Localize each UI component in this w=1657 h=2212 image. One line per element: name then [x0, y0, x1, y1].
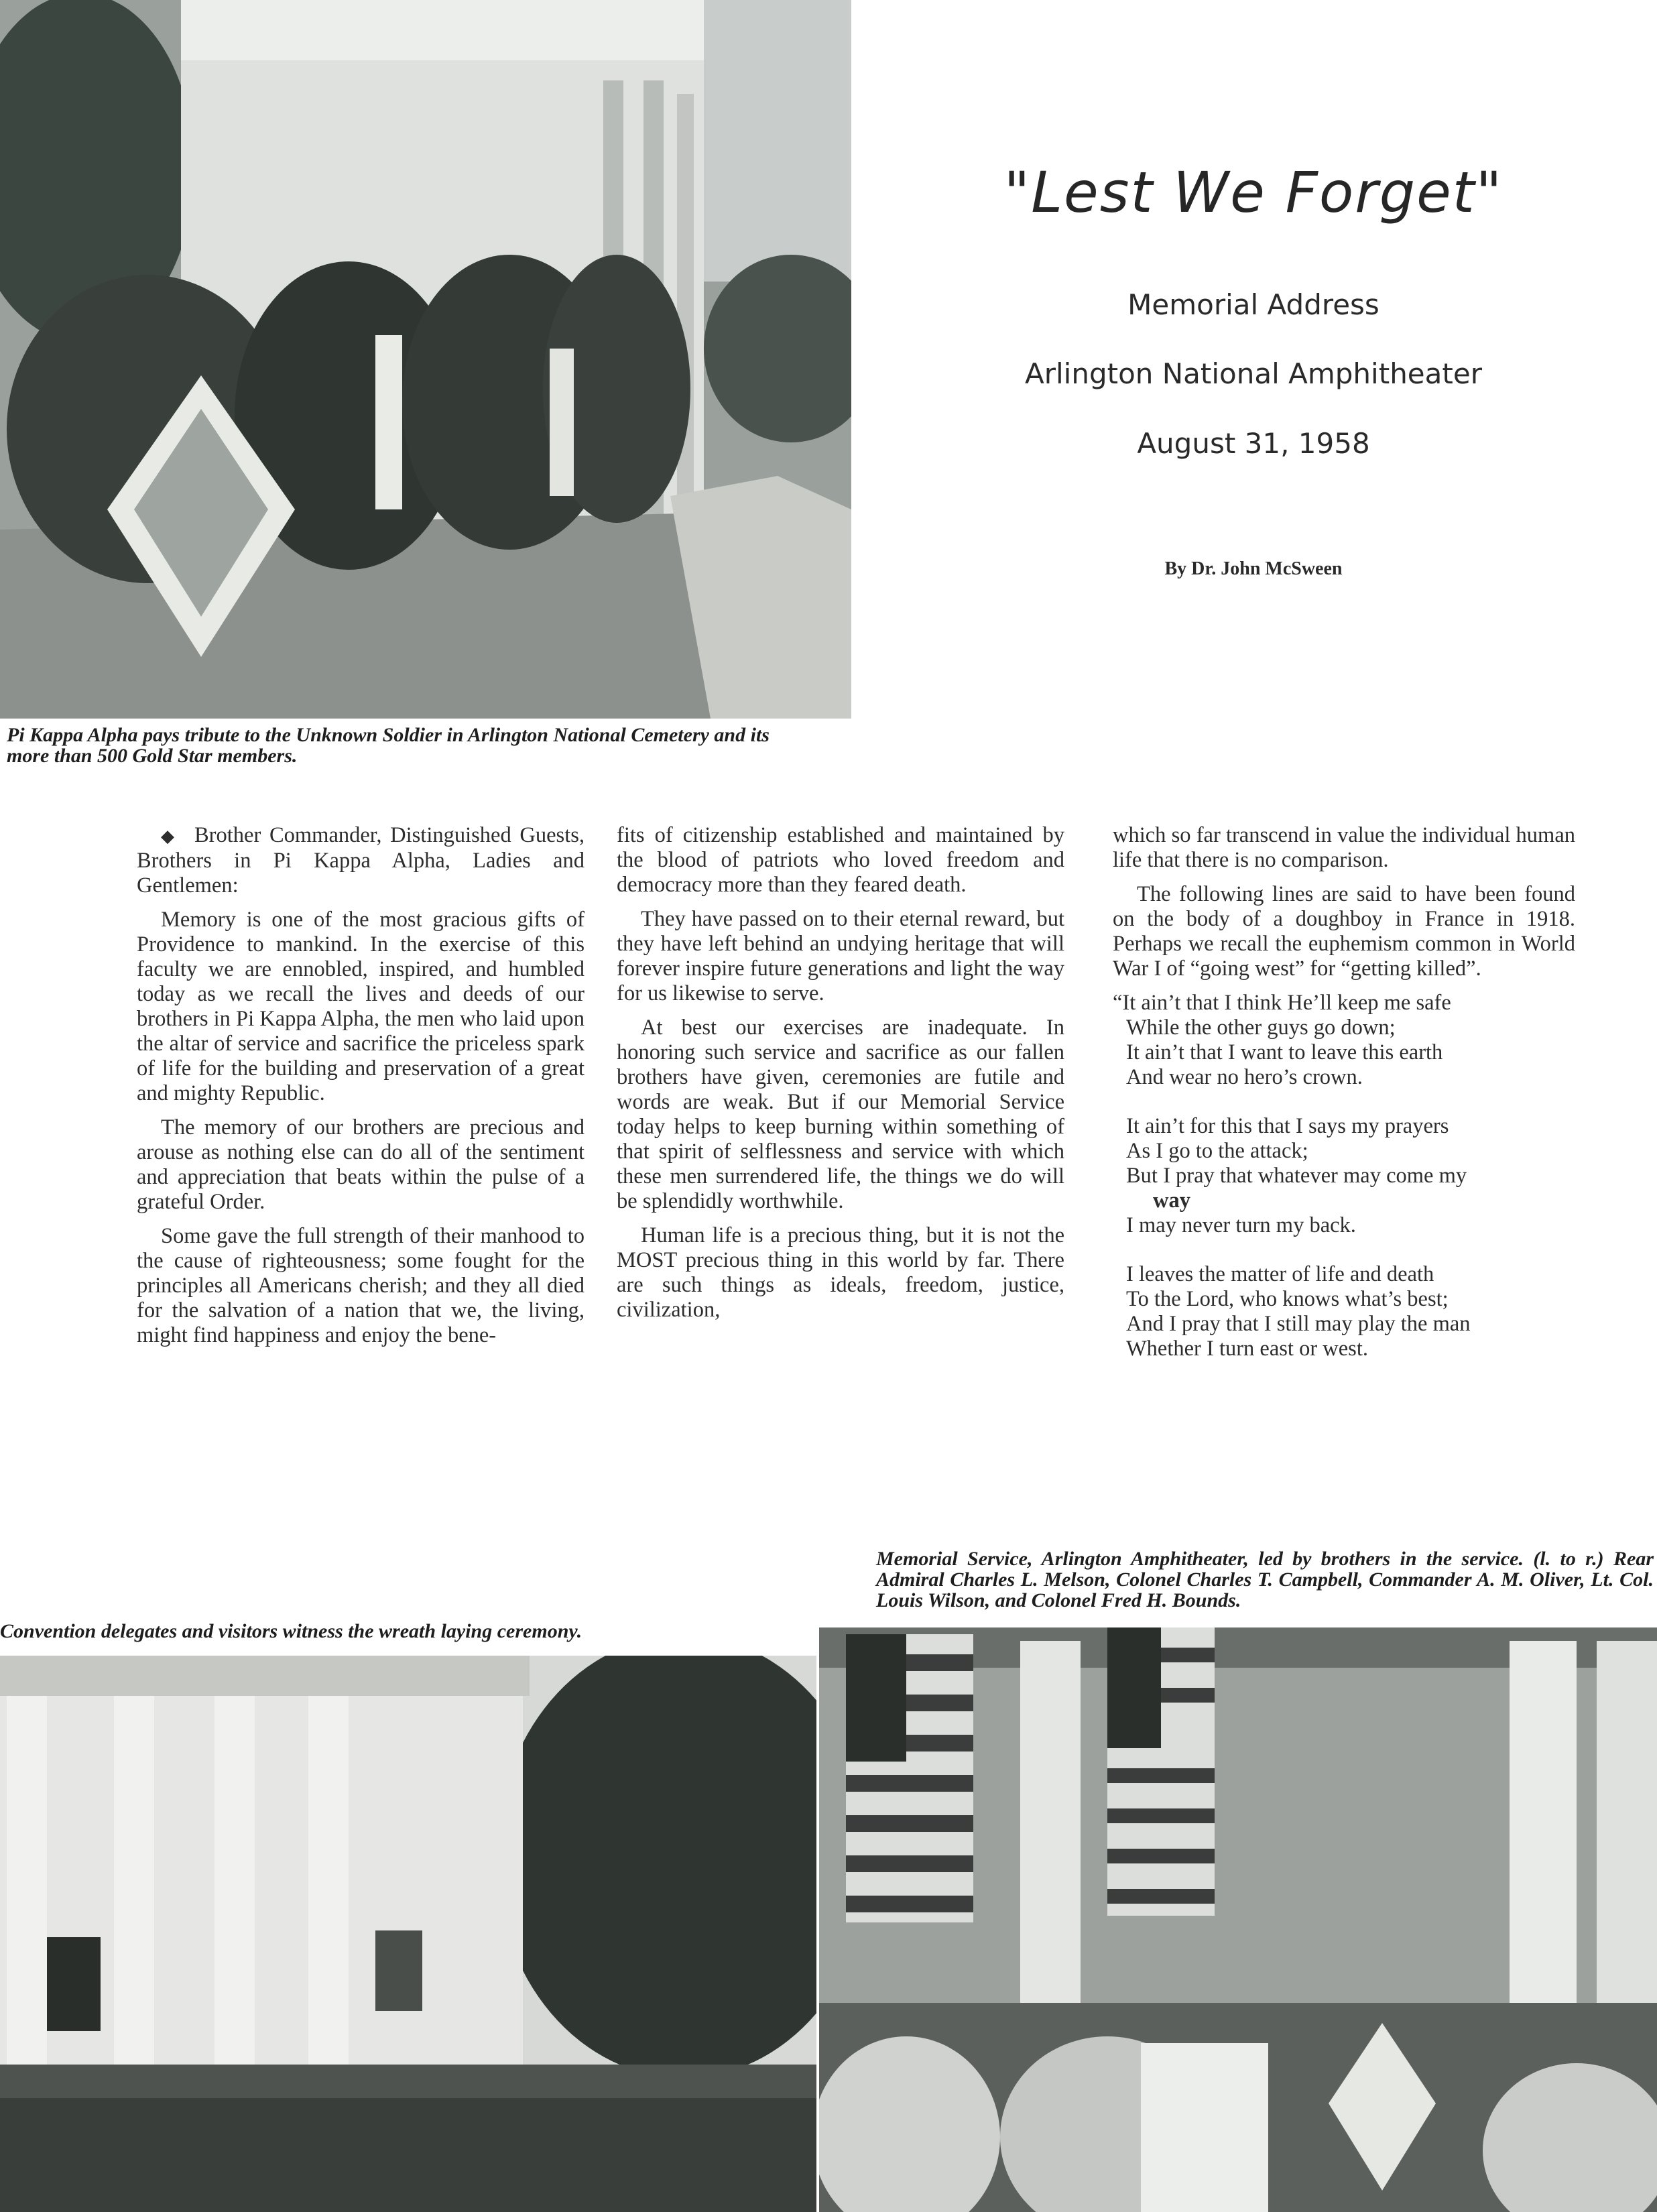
article-column-2: [617, 823, 1064, 1332]
body-paragraph: which so far transcend in value the individual human life that there is no comparison.: [1113, 823, 1575, 872]
diamond-bullet-icon: ◆: [161, 826, 178, 846]
poem-line: It ain’t for this that I says my prayers: [1126, 1114, 1449, 1138]
poem-line: “It ain’t that I think He’ll keep me safe: [1113, 991, 1451, 1015]
poem-stanza-3: [1113, 1262, 1575, 1361]
article-column-3: [1113, 823, 1575, 1386]
byline: By Dr. John McSween: [1164, 558, 1343, 579]
poem-line: And wear no hero’s crown.: [1126, 1065, 1363, 1089]
poem-line: And I pray that I still may play the man: [1126, 1312, 1471, 1336]
body-paragraph: fits of citizenship established and maintained by the blood of patriots who loved freedom and democracy more than they feared death.: [617, 823, 1064, 897]
subtitle-venue: Arlington National Amphitheater: [1025, 357, 1482, 390]
poem-stanza-1: [1113, 991, 1575, 1090]
body-paragraph: The following lines are said to have been found on the body of a doughboy in France in 1918. Perhaps we recall the euphemism common in World War I of “going west” for “getting killed”.: [1113, 882, 1575, 981]
body-paragraph: The memory of our brothers are precious and arouse as nothing else can do all of the sentiment and appreciation that beats within the pulse of a grateful Order.: [137, 1115, 585, 1214]
tomb-wreath-photo: [0, 0, 851, 719]
poem-line: To the Lord, who knows what’s best;: [1126, 1287, 1449, 1311]
article-title: "Lest We Forget": [1003, 160, 1503, 225]
article-column-1: [137, 823, 585, 1357]
poem-line: I may never turn my back.: [1126, 1213, 1356, 1237]
memorial-service-photo: [819, 1627, 1657, 2212]
subtitle-date: August 31, 1958: [1137, 427, 1370, 460]
poem-line: While the other guys go down;: [1126, 1016, 1396, 1040]
top-photo-caption: Pi Kappa Alpha pays tribute to the Unknown Soldier in Arlington National Cemetery and its more than 500 Gold Star members.: [7, 724, 770, 767]
poem-line: But I pray that whatever may come my: [1126, 1164, 1467, 1188]
bottom-left-photo-caption: Convention delegates and visitors witness the wreath laying ceremony.: [0, 1620, 582, 1642]
salutation-paragraph: ◆ Brother Commander, Distinguished Guests, Brothers in Pi Kappa Alpha, Ladies and Gentlemen:: [137, 823, 585, 898]
poem-line: As I go to the attack;: [1126, 1139, 1308, 1163]
poem-line: Whether I turn east or west.: [1126, 1337, 1368, 1361]
body-paragraph: They have passed on to their eternal reward, but they have left behind an undying heritage that will forever inspire future generations and light the way for us likewise to serve.: [617, 907, 1064, 1005]
poem-stanza-2: [1113, 1114, 1575, 1238]
poem-line: It ain’t that I want to leave this earth: [1126, 1040, 1443, 1064]
body-paragraph: Human life is a precious thing, but it is not the MOST precious thing in this world by far. There are such things as ideals, freedom, justice, civilization,: [617, 1223, 1064, 1322]
poem-line: way: [1153, 1188, 1190, 1213]
subtitle-occasion: Memorial Address: [1127, 288, 1379, 321]
body-paragraph: Some gave the full strength of their manhood to the cause of righteousness; some fought for the principles all Americans cherish; and they all died for the salvation of a nation that we, the living, might find happiness and enjoy the bene-: [137, 1224, 585, 1347]
body-paragraph: At best our exercises are inadequate. In honoring such service and sacrifice as our fallen brothers have given, ceremonies are futile and words are weak. But if our Memorial Service today helps to keep burning within something of that spirit of selflessness and service with which these men surrendered life, the things we do will be splendidly worthwhile.: [617, 1016, 1064, 1213]
bottom-right-photo-caption: Memorial Service, Arlington Amphitheater, led by brothers in the service. (l. to r.) Rear Admiral Charles L. Melson, Colonel Charles T. Campbell, Commander A. M. Oliver, Lt. Col. Louis Wilson, and Colonel Fred H. Bounds.: [876, 1548, 1654, 1611]
body-paragraph: Memory is one of the most gracious gifts of Providence to mankind. In the exercise of this faculty we are ennobled, inspired, and humbled today as we recall the lives and deeds of our brothers in Pi Kappa Alpha, the men who laid upon the altar of service and sacrifice the priceless spark of life for the building and preservation of a great and mighty Republic.: [137, 908, 585, 1105]
convention-crowd-photo: [0, 1656, 816, 2212]
poem-line: I leaves the matter of life and death: [1126, 1262, 1434, 1286]
